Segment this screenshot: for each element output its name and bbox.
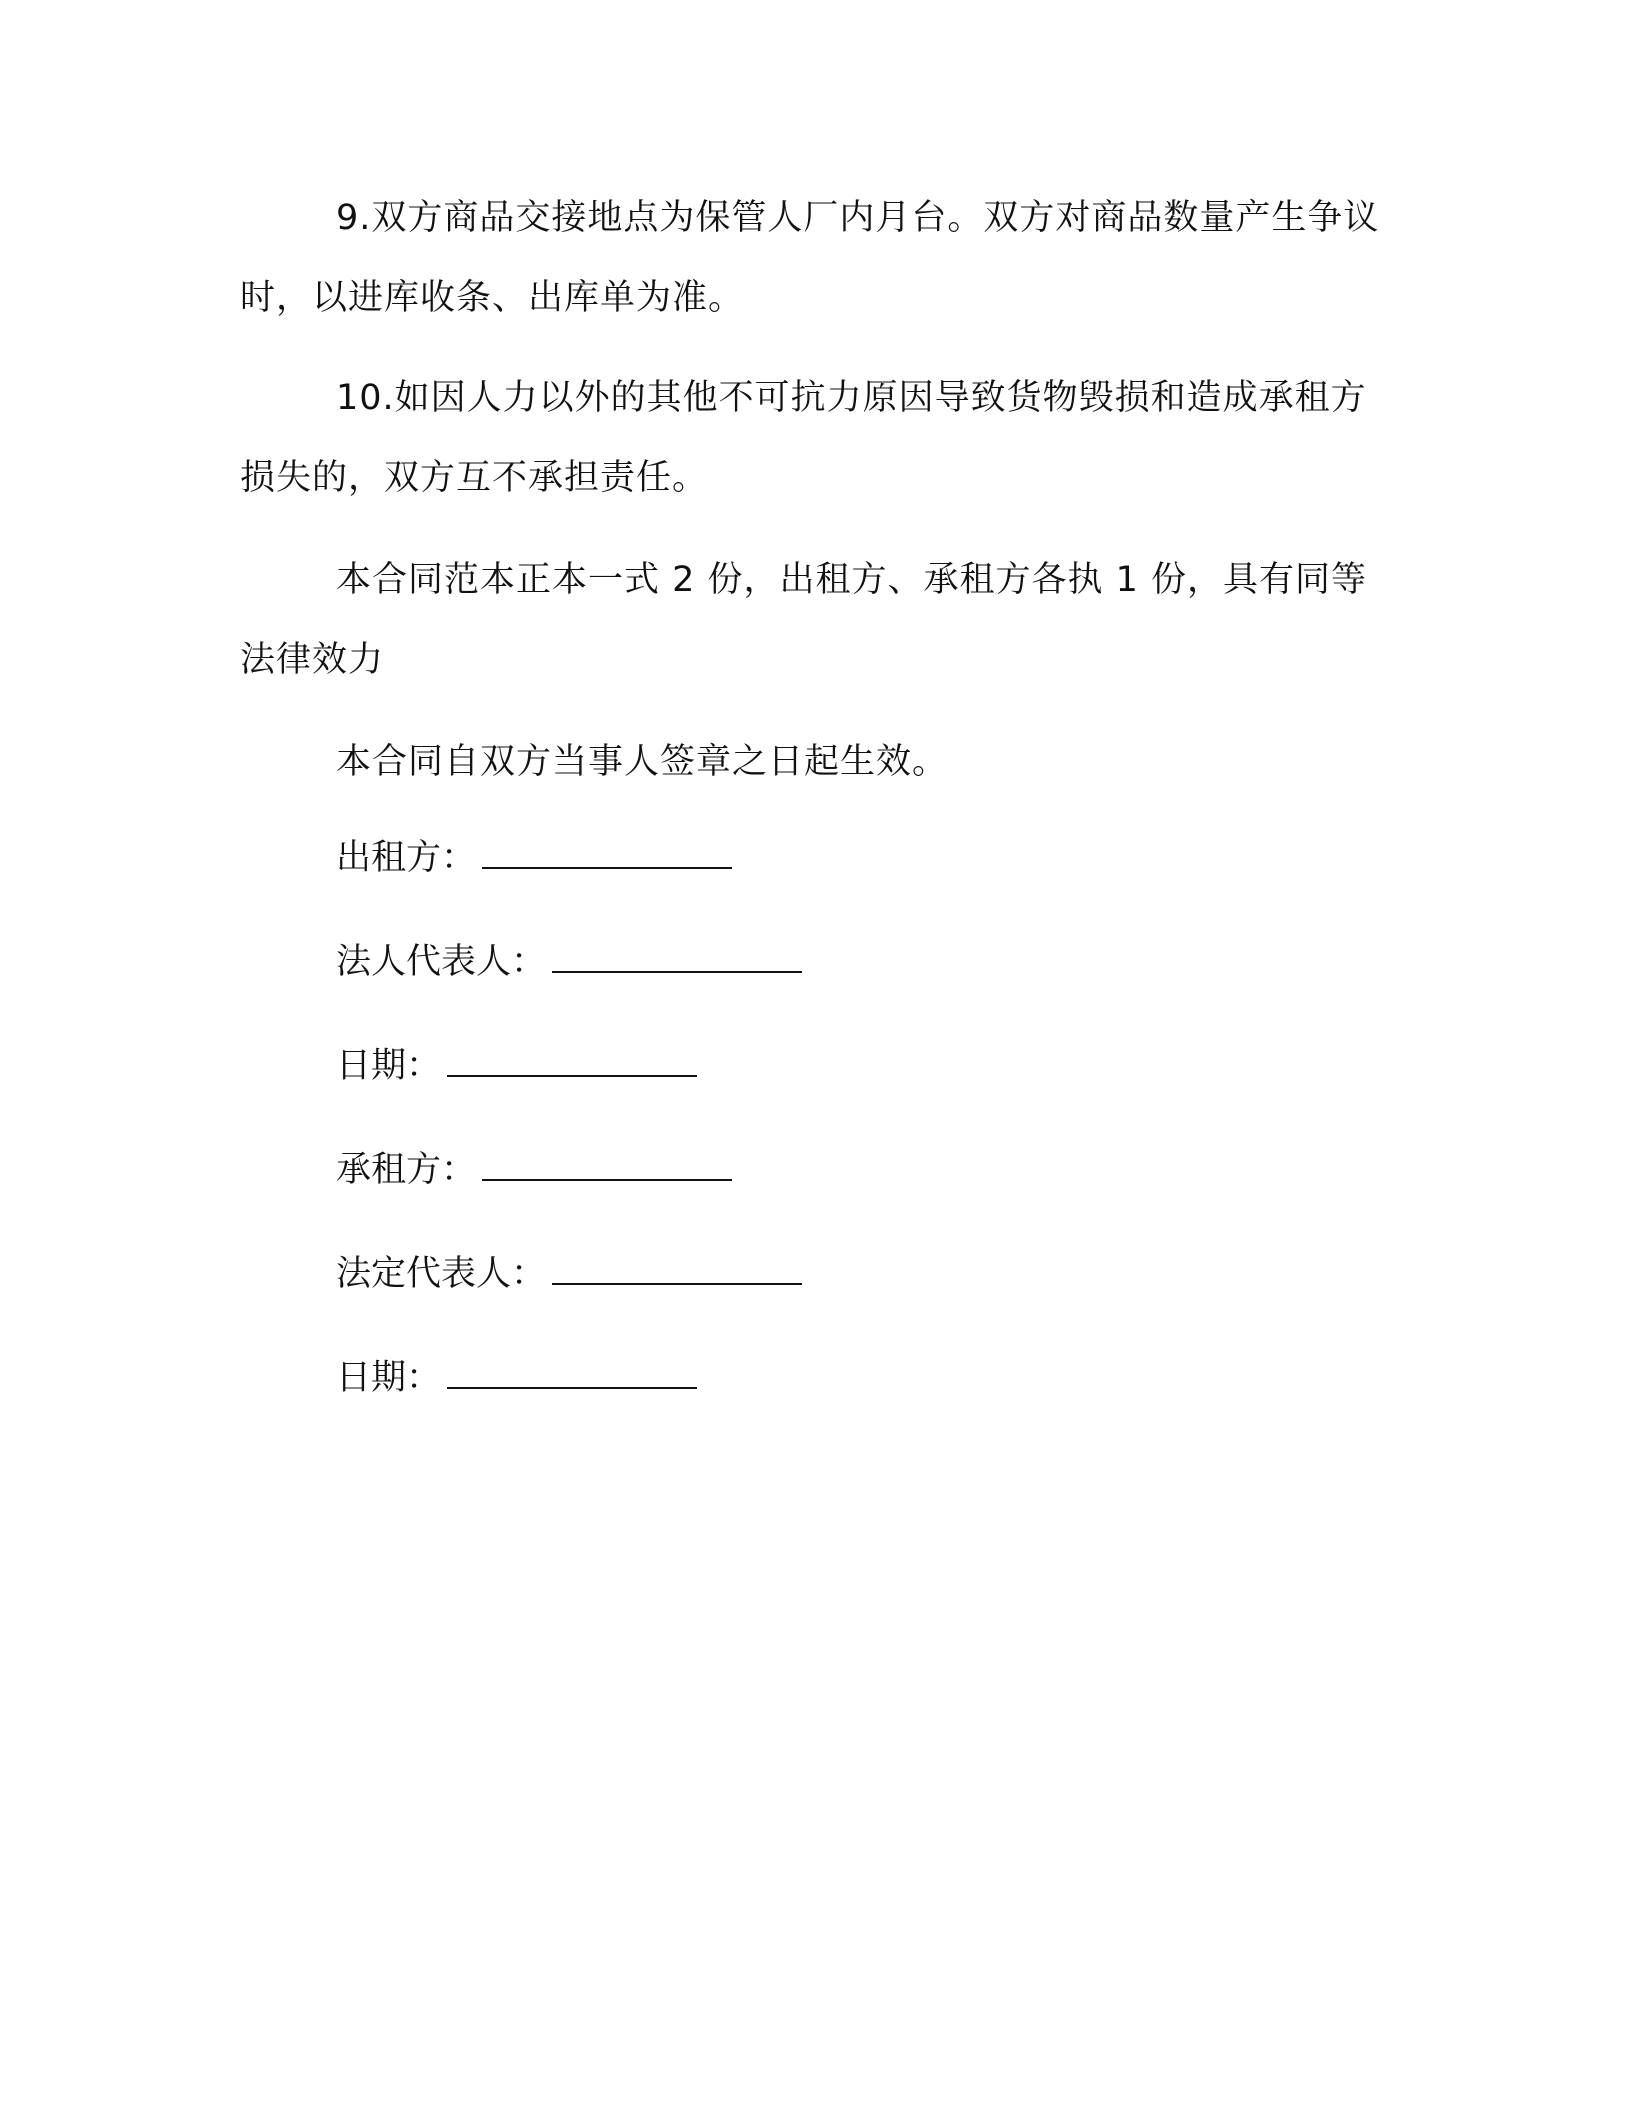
lessee-date-line	[336, 1348, 697, 1408]
lessee-label: 承租方：	[336, 1150, 477, 1190]
lessor-date-line	[336, 1036, 697, 1096]
lessee-legal-rep-line	[336, 1244, 802, 1304]
effective-clause: 本合同自双方当事人签章之日起生效。	[336, 742, 949, 782]
clause-10: 10.如因人力以外的其他不可抗力原因导致货物毁损和造成承租方损失的，双方互不承担责任。	[240, 378, 1367, 498]
lessor-legal-rep-line	[336, 932, 802, 992]
lessee-signature-line	[336, 1140, 732, 1200]
lessor-date-label: 日期：	[336, 1046, 442, 1086]
lessor-signature-line	[336, 828, 732, 888]
lessor-label: 出租方：	[336, 838, 477, 878]
lessor-blank	[482, 839, 732, 869]
lessee-blank	[482, 1151, 732, 1181]
lessor-legal-rep-blank	[552, 943, 802, 973]
copies-clause: 本合同范本正本一式 2 份，出租方、承租方各执 1 份，具有同等法律效力	[240, 560, 1368, 680]
lessor-date-blank	[447, 1047, 697, 1077]
lessee-legal-rep-blank	[552, 1255, 802, 1285]
lessee-date-label: 日期：	[336, 1358, 442, 1398]
lessee-legal-rep-label: 法定代表人：	[336, 1254, 547, 1294]
clause-9: 9.双方商品交接地点为保管人厂内月台。双方对商品数量产生争议时，以进库收条、出库单为准。	[240, 198, 1380, 318]
lessee-date-blank	[447, 1359, 697, 1389]
lessor-legal-rep-label: 法人代表人：	[336, 942, 547, 982]
